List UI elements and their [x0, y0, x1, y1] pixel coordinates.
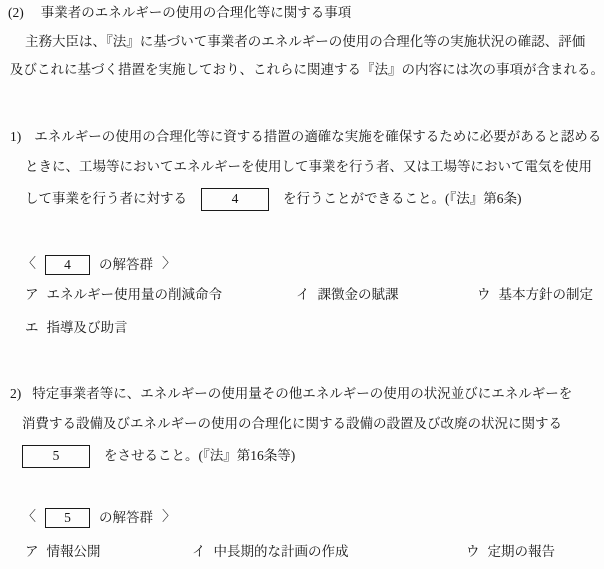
- option-text: エネルギー使用量の削減命令: [46, 287, 222, 302]
- option-key: ウ: [466, 544, 480, 559]
- option-text: 中長期的な計画の作成: [213, 544, 349, 559]
- question-2-text-after-blank: をさせること。(『法』第16条等): [104, 448, 296, 463]
- option-text: 定期の報告: [487, 544, 555, 559]
- answer-option-4-i: [296, 286, 399, 304]
- question-1-line-2: ときに、工場等においてエネルギーを使用して事業を行う者、又は工場等において電気を使用: [25, 159, 592, 174]
- open-angle-bracket: 〈: [22, 257, 36, 272]
- option-text: 指導及び助言: [46, 320, 128, 335]
- option-key: ウ: [477, 287, 491, 302]
- answer-option-4-e: [25, 319, 128, 337]
- answer-option-4-u: [477, 286, 593, 304]
- question-1-line-3: [25, 186, 522, 212]
- option-text: 基本方針の制定: [498, 287, 593, 302]
- section-number: (2): [8, 5, 24, 20]
- answer-blank-box-5: [22, 445, 90, 468]
- option-key: イ: [192, 544, 206, 559]
- close-angle-bracket: 〉: [162, 257, 176, 272]
- option-text: 課徴金の賦課: [317, 287, 399, 302]
- answer-group-5-blank-box: [45, 508, 90, 528]
- answer-blank-box-4: [201, 188, 269, 211]
- question-2-number: 2): [10, 386, 22, 401]
- question-1-text-after-blank: を行うことができること。(『法』第6条): [283, 191, 522, 206]
- option-key: エ: [25, 320, 39, 335]
- answer-group-4-blank-box: [45, 255, 90, 275]
- question-2-line-2: 消費する設備及びエネルギーの使用の合理化に関する設備の設置及び改廃の状況に関する: [22, 416, 562, 431]
- intro-line-2: 及びこれに基づく措置を実施しており、これらに関連する『法』の内容には次の事項が含まれる。: [10, 62, 604, 77]
- blank-number: 5: [64, 510, 71, 525]
- question-1-text: エネルギーの使用の合理化等に資する措置の適確な実施を確保するために必要があると認める: [34, 129, 602, 144]
- open-angle-bracket: 〈: [22, 510, 36, 525]
- option-key: ア: [25, 544, 39, 559]
- blank-number: 4: [64, 257, 71, 272]
- close-angle-bracket: 〉: [162, 510, 176, 525]
- option-text: 情報公開: [46, 544, 101, 559]
- section-heading: [8, 3, 351, 23]
- option-key: ア: [25, 287, 39, 302]
- answer-group-label: の解答群: [99, 257, 153, 272]
- question-1-line-1: [10, 127, 601, 147]
- blank-number: 5: [52, 448, 60, 463]
- blank-number: 4: [231, 191, 239, 206]
- question-2-text: 特定事業者等に、エネルギーの使用量その他エネルギーの使用の状況並びにエネルギーを: [32, 386, 573, 401]
- answer-option-5-a: [25, 543, 101, 561]
- answer-option-4-a: [25, 286, 222, 304]
- section-title: 事業者のエネルギーの使用の合理化等に関する事項: [40, 5, 352, 20]
- question-1-text-before-blank: して事業を行う者に対する: [25, 191, 187, 206]
- question-2-line-3: [22, 443, 295, 469]
- intro-line-1: 主務大臣は、『法』に基づいて事業者のエネルギーの使用の合理化等の実施状況の確認、評価: [25, 34, 586, 49]
- answer-option-5-i: [192, 543, 349, 561]
- answer-group-label: の解答群: [99, 510, 153, 525]
- question-1-number: 1): [10, 129, 22, 144]
- answer-group-4-header: [22, 253, 176, 277]
- option-key: イ: [296, 287, 310, 302]
- question-2-line-1: [10, 384, 572, 404]
- answer-group-5-header: [22, 506, 176, 530]
- answer-option-5-u: [466, 543, 555, 561]
